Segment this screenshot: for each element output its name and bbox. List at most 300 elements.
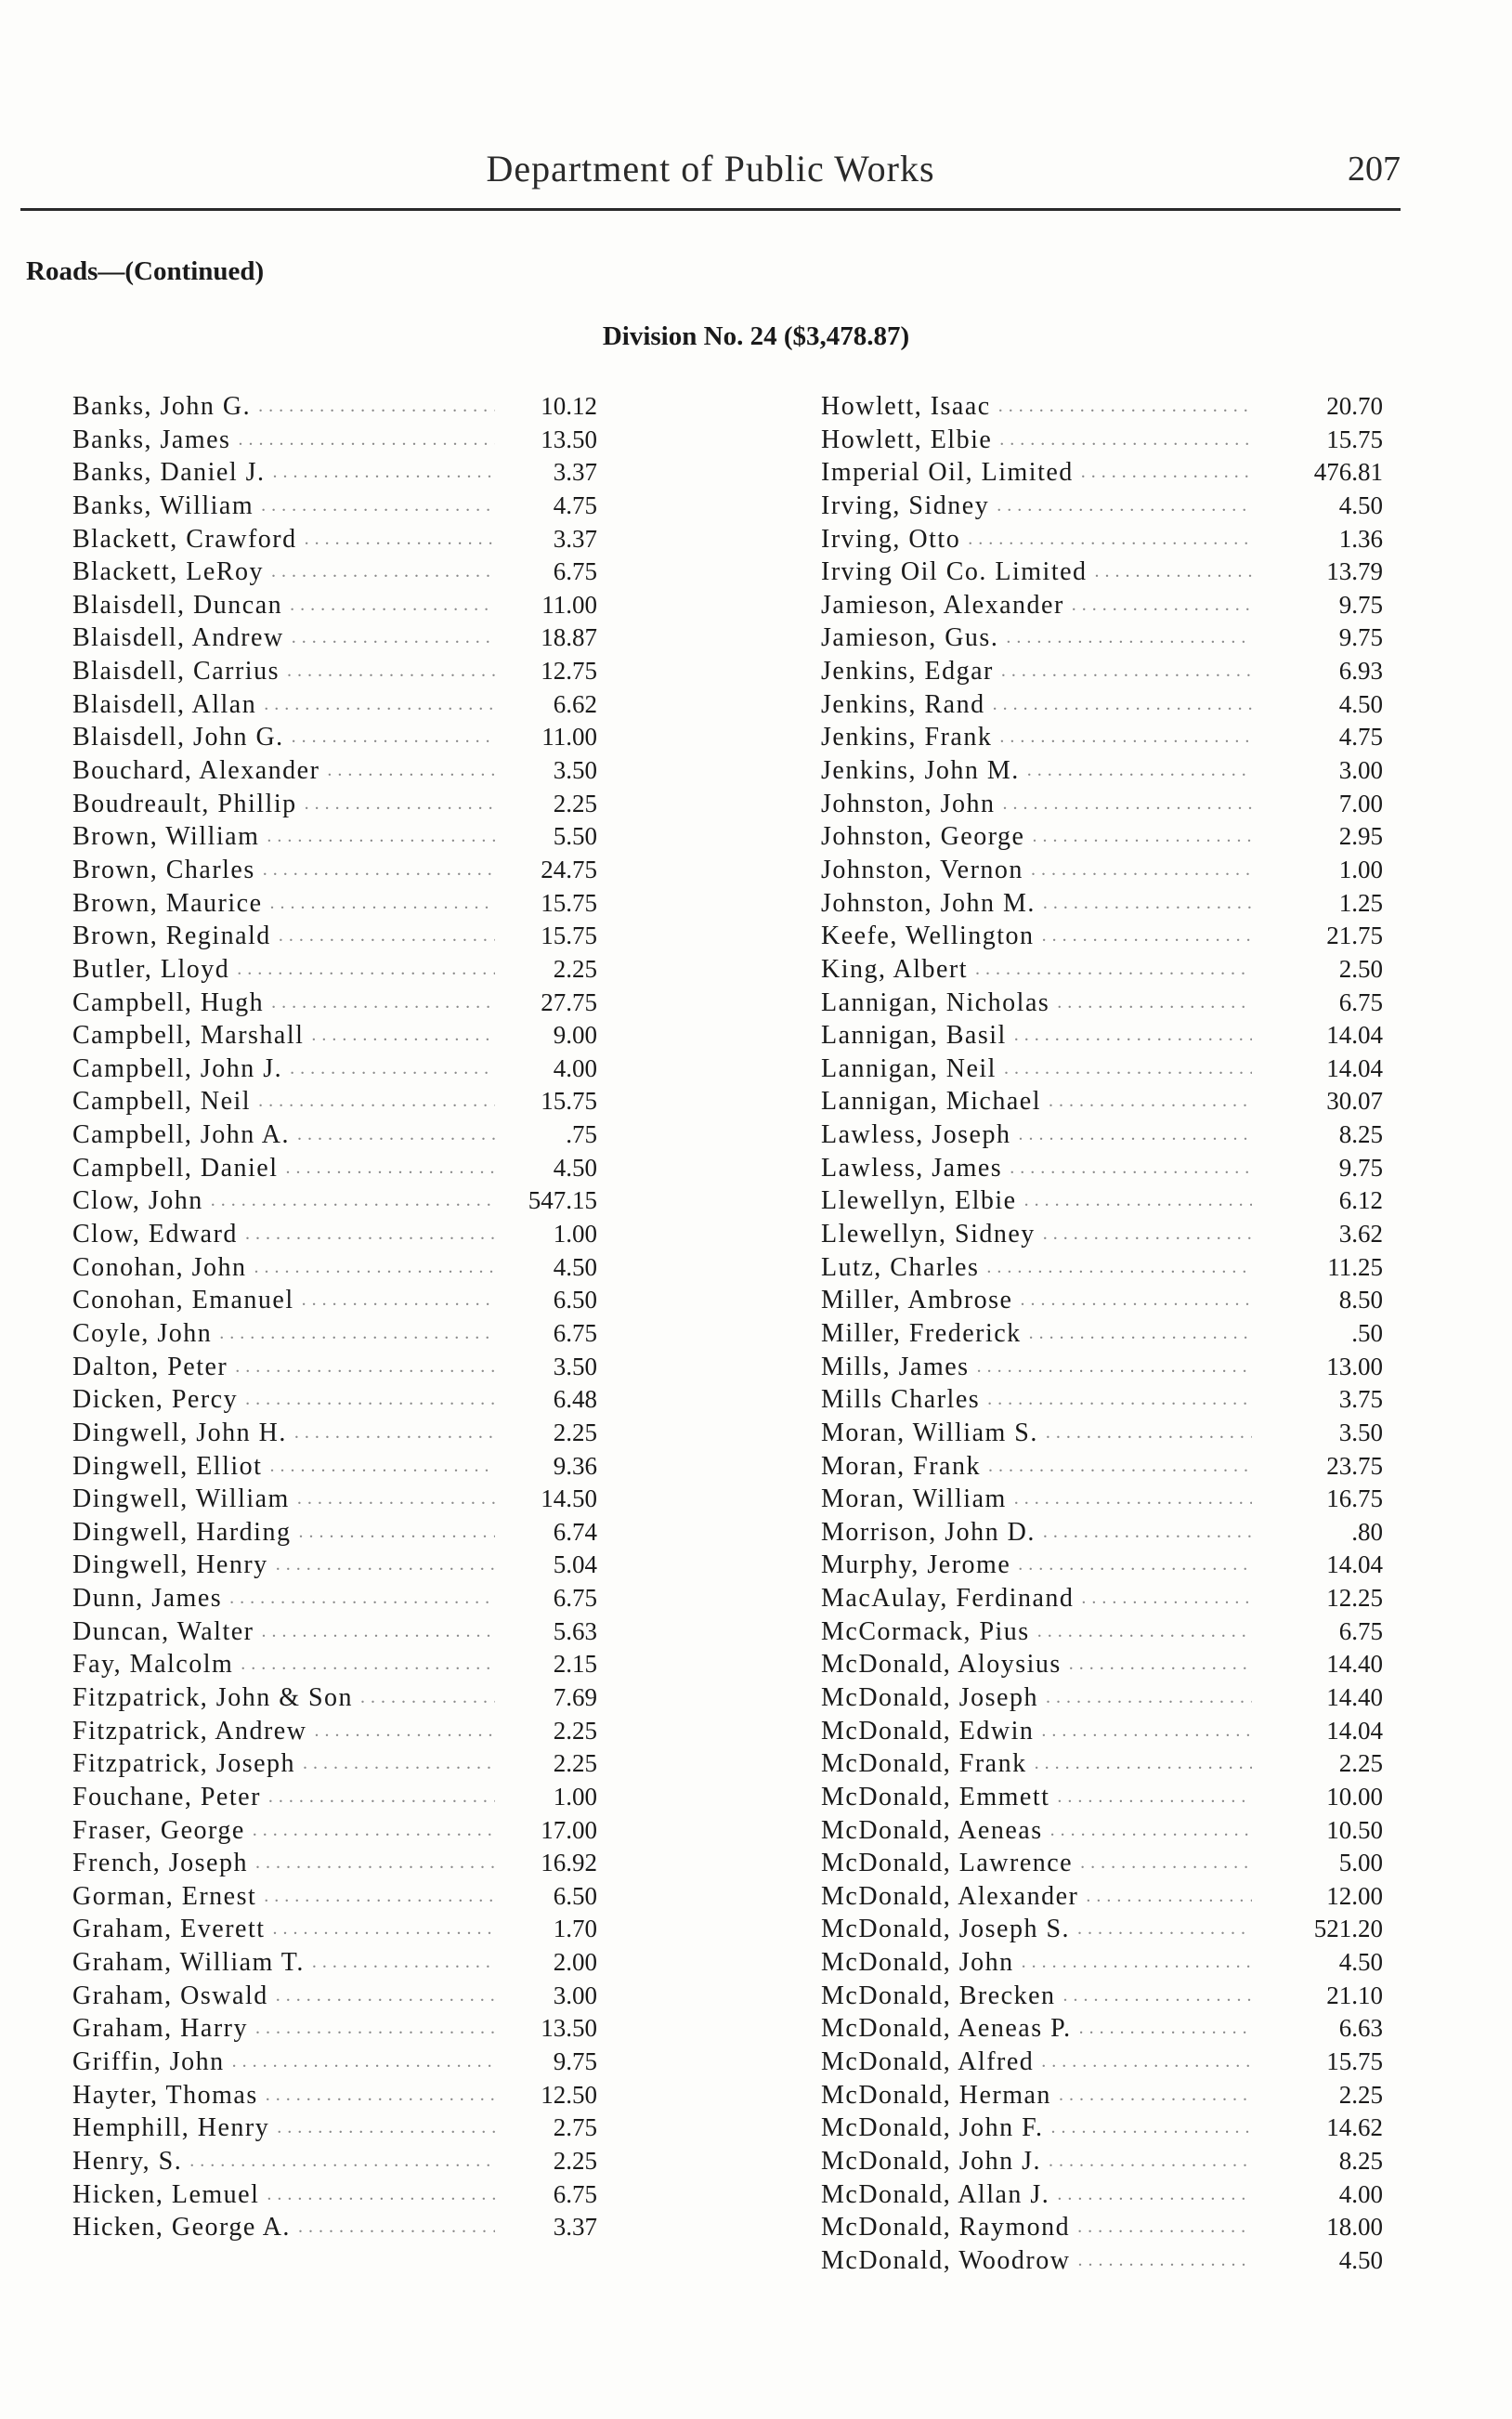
list-item — [72, 1880, 648, 1914]
list-item — [821, 1913, 1389, 1946]
entry-amount: 3.37 — [553, 458, 597, 487]
entry-name: Lannigan, Neil — [821, 1053, 997, 1083]
list-item — [72, 1152, 648, 1185]
entry-amount: 13.00 — [1326, 1352, 1383, 1380]
leader-dots — [1020, 1284, 1252, 1317]
entry-name-wrap — [72, 1648, 495, 1681]
entry-name: Mills, James — [821, 1352, 970, 1381]
entry-amount: 1.36 — [1338, 524, 1383, 553]
entry-name: Blaisdell, Duncan — [72, 590, 283, 620]
entry-amount: 9.00 — [553, 1021, 597, 1050]
list-item — [821, 2145, 1389, 2178]
entry-name-wrap — [72, 2211, 495, 2244]
leader-dots — [266, 2079, 495, 2112]
entry-amount: 1.70 — [553, 1915, 597, 1943]
entry-amount: 6.75 — [553, 557, 597, 586]
list-item — [821, 987, 1389, 1020]
list-item — [821, 1582, 1389, 1615]
leader-dots — [314, 1715, 495, 1748]
entry-name: Howlett, Isaac — [821, 392, 991, 421]
entry-amount: 12.25 — [1326, 1584, 1383, 1613]
leader-dots — [1046, 1417, 1252, 1450]
leader-dots — [1043, 1516, 1252, 1549]
entry-name-wrap — [72, 1383, 495, 1417]
leader-dots — [999, 424, 1252, 457]
leader-dots — [1080, 1847, 1252, 1880]
leader-dots — [1014, 1483, 1252, 1516]
entry-amount: 4.50 — [1338, 490, 1383, 519]
list-item — [821, 2244, 1389, 2278]
entry-name-wrap — [72, 987, 495, 1020]
entry-amount: 4.00 — [1338, 2179, 1383, 2208]
entry-name-wrap — [72, 887, 495, 921]
entry-name: Jenkins, Frank — [821, 723, 993, 752]
list-item — [821, 1880, 1389, 1914]
entry-amount: 14.04 — [1326, 1021, 1383, 1050]
leader-dots — [1041, 2046, 1252, 2079]
entry-amount: .50 — [1351, 1318, 1383, 1347]
leader-dots — [267, 2178, 495, 2212]
list-item — [821, 621, 1389, 655]
entry-amount: 30.07 — [1326, 1087, 1383, 1116]
entry-amount: 2.25 — [553, 1749, 597, 1778]
entry-name-wrap — [72, 1019, 495, 1053]
list-item — [72, 2211, 648, 2244]
entry-amount: 1.25 — [1338, 888, 1383, 917]
list-item — [72, 1284, 648, 1317]
entry-name: Duncan, Walter — [72, 1616, 254, 1646]
entry-name-wrap — [821, 788, 1258, 821]
leader-dots — [1059, 2079, 1252, 2112]
entry-name: Johnston, John M. — [821, 888, 1036, 918]
entry-name-wrap — [72, 953, 495, 987]
list-item — [821, 688, 1389, 722]
list-item — [821, 1747, 1389, 1781]
entry-name-wrap — [821, 1383, 1258, 1417]
leader-dots — [290, 1053, 495, 1086]
entry-name: McDonald, Joseph S. — [821, 1915, 1071, 1944]
list-item — [821, 1152, 1389, 1185]
entry-amount: 6.75 — [1338, 1616, 1383, 1645]
leader-dots — [987, 1383, 1252, 1417]
entry-name: Blackett, LeRoy — [72, 557, 265, 587]
leader-dots — [327, 754, 495, 788]
list-item — [821, 490, 1389, 523]
entry-amount: 18.00 — [1326, 2213, 1383, 2242]
entry-name-wrap — [821, 1450, 1258, 1484]
list-item — [821, 1184, 1389, 1218]
entry-name-wrap — [821, 688, 1258, 722]
entry-amount: .75 — [566, 1120, 597, 1149]
entry-amount: 3.50 — [553, 756, 597, 785]
list-item — [72, 754, 648, 788]
list-item — [72, 424, 648, 457]
entry-name: Lannigan, Michael — [821, 1087, 1041, 1117]
entry-name-wrap — [72, 655, 495, 688]
entry-name-wrap — [821, 1980, 1258, 2013]
leader-dots — [294, 1417, 495, 1450]
list-item — [72, 1516, 648, 1549]
entry-name: Fay, Malcolm — [72, 1650, 234, 1680]
leader-dots — [298, 1516, 495, 1549]
entry-name-wrap — [821, 621, 1258, 655]
list-item — [821, 523, 1389, 556]
entry-name: Dunn, James — [72, 1584, 223, 1614]
entry-amount: 15.75 — [541, 922, 597, 950]
leader-dots — [262, 1615, 496, 1649]
entry-name-wrap — [72, 1715, 495, 1748]
list-item — [72, 1814, 648, 1848]
entry-amount: 2.00 — [553, 1948, 597, 1977]
entry-name: Lawless, Joseph — [821, 1120, 1011, 1150]
entry-name: McDonald, Aloysius — [821, 1650, 1062, 1680]
entry-name: Graham, William T. — [72, 1948, 305, 1978]
entry-name: Blaisdell, Andrew — [72, 623, 284, 653]
list-item — [72, 2046, 648, 2079]
entry-amount: 3.75 — [1338, 1385, 1383, 1414]
list-item — [72, 953, 648, 987]
entry-name: Clow, John — [72, 1186, 203, 1216]
entry-amount: 1.00 — [1338, 855, 1383, 883]
entry-name-wrap — [821, 523, 1258, 556]
entry-amount: 5.00 — [1338, 1849, 1383, 1877]
entry-name: Dingwell, Harding — [72, 1517, 292, 1547]
leader-dots — [268, 1781, 495, 1814]
entry-name-wrap — [821, 2079, 1258, 2112]
leader-dots — [276, 1980, 495, 2013]
entry-name: Johnston, Vernon — [821, 855, 1023, 884]
entry-name: Llewellyn, Elbie — [821, 1186, 1017, 1216]
leader-dots — [235, 1351, 495, 1384]
entry-name: Jenkins, John M. — [821, 756, 1020, 786]
list-item — [821, 390, 1389, 424]
entry-name: Miller, Frederick — [821, 1318, 1022, 1348]
entry-name-wrap — [821, 1582, 1258, 1615]
entry-amount: 10.00 — [1326, 1782, 1383, 1811]
entry-amount: 6.93 — [1338, 657, 1383, 686]
leader-dots — [999, 721, 1252, 754]
list-item — [821, 1946, 1389, 1980]
entry-amount: 7.00 — [1338, 789, 1383, 817]
page-header — [20, 137, 1401, 211]
list-item — [72, 1019, 648, 1053]
list-item — [821, 1715, 1389, 1748]
list-item — [72, 1913, 648, 1946]
entry-name-wrap — [72, 754, 495, 788]
leader-dots — [219, 1317, 495, 1351]
leader-dots — [305, 523, 495, 556]
entry-amount: 4.50 — [553, 1153, 597, 1182]
entry-name: Irving Oil Co. Limited — [821, 557, 1088, 587]
entry-name-wrap — [821, 754, 1258, 788]
entry-name-wrap — [821, 2145, 1258, 2178]
entry-name-wrap — [72, 1417, 495, 1450]
leader-dots — [273, 456, 495, 490]
list-item — [72, 1946, 648, 1980]
entry-name-wrap — [821, 1184, 1258, 1218]
list-item — [821, 1218, 1389, 1251]
leader-dots — [298, 2211, 495, 2244]
leader-dots — [261, 490, 495, 523]
list-item — [72, 2012, 648, 2046]
list-item — [72, 2079, 648, 2112]
list-item — [821, 1549, 1389, 1582]
leader-dots — [1032, 820, 1252, 854]
leader-dots — [270, 887, 495, 921]
entry-name: McDonald, Alexander — [821, 1881, 1079, 1911]
list-item — [821, 424, 1389, 457]
leader-dots — [305, 788, 495, 821]
entry-name: Conohan, Emanuel — [72, 1286, 294, 1315]
entry-name-wrap — [72, 820, 495, 854]
leader-dots — [1050, 1814, 1252, 1848]
list-item — [72, 2145, 648, 2178]
entry-amount: 15.75 — [541, 1087, 597, 1116]
entry-name-wrap — [821, 1483, 1258, 1516]
entry-name-wrap — [72, 589, 495, 622]
entry-name-wrap — [72, 1946, 495, 1980]
entry-amount: 3.00 — [1338, 756, 1383, 785]
list-item — [821, 1383, 1389, 1417]
leader-dots — [1077, 2211, 1252, 2244]
entry-name: Graham, Everett — [72, 1915, 266, 1944]
list-item — [72, 920, 648, 953]
entry-amount: 14.40 — [1326, 1682, 1383, 1711]
entry-amount: 13.79 — [1326, 557, 1383, 586]
list-item — [821, 920, 1389, 953]
list-item — [821, 1317, 1389, 1351]
entry-amount: 11.00 — [541, 590, 597, 619]
entry-name: Miller, Ambrose — [821, 1286, 1013, 1315]
leader-dots — [245, 1218, 495, 1251]
list-item — [821, 1284, 1389, 1317]
entry-amount: 14.62 — [1326, 2113, 1383, 2142]
entry-amount: 20.70 — [1326, 392, 1383, 420]
leader-dots — [271, 556, 495, 589]
entry-amount: 4.75 — [553, 490, 597, 519]
entry-name-wrap — [821, 1351, 1258, 1384]
entry-name-wrap — [72, 788, 495, 821]
leader-dots — [1029, 1317, 1252, 1351]
leader-dots — [1049, 2145, 1252, 2178]
leader-dots — [241, 1648, 495, 1681]
entry-amount: 547.15 — [528, 1186, 597, 1215]
entry-name-wrap — [72, 2046, 495, 2079]
entry-name-wrap — [72, 1317, 495, 1351]
entry-name: Irving, Sidney — [821, 490, 990, 520]
leader-dots — [977, 1351, 1252, 1384]
entry-name-wrap — [821, 556, 1258, 589]
entry-amount: 2.25 — [553, 1418, 597, 1446]
entry-name: Hicken, George A. — [72, 2213, 291, 2242]
list-item — [821, 1417, 1389, 1450]
entry-amount: 2.25 — [1338, 2080, 1383, 2109]
entry-name: Morrison, John D. — [821, 1517, 1036, 1547]
entry-name-wrap — [821, 2211, 1258, 2244]
entry-amount: 4.50 — [1338, 1948, 1383, 1977]
entry-name-wrap — [72, 390, 495, 424]
entry-name: Henry, S. — [72, 2146, 183, 2176]
entry-name-wrap — [821, 1417, 1258, 1450]
leader-dots — [988, 1450, 1252, 1484]
list-item — [72, 589, 648, 622]
entry-name-wrap — [72, 1284, 495, 1317]
leader-dots — [1024, 1184, 1252, 1218]
entry-name-wrap — [821, 1085, 1258, 1118]
list-item — [821, 1450, 1389, 1484]
entry-name-wrap — [821, 2244, 1258, 2278]
entry-amount: 2.75 — [553, 2113, 597, 2142]
entry-name-wrap — [821, 2046, 1258, 2079]
entry-name: Campbell, John A. — [72, 1120, 290, 1150]
entry-name: Jenkins, Edgar — [821, 657, 994, 686]
entry-name: Banks, William — [72, 490, 254, 520]
entry-amount: 6.63 — [1338, 2014, 1383, 2043]
leader-dots — [998, 390, 1252, 424]
leader-dots — [264, 1880, 495, 1914]
entry-name-wrap — [821, 1218, 1258, 1251]
leader-dots — [267, 820, 495, 854]
leader-dots — [269, 1450, 495, 1484]
entry-amount: 6.50 — [553, 1286, 597, 1314]
list-item — [72, 2178, 648, 2212]
entry-name: King, Albert — [821, 954, 968, 984]
entry-name: Johnston, George — [821, 822, 1025, 852]
leader-dots — [1035, 1747, 1252, 1781]
entry-name-wrap — [72, 1913, 495, 1946]
list-item — [72, 390, 648, 424]
list-item — [72, 2112, 648, 2145]
entry-amount: 2.25 — [1338, 1749, 1383, 1778]
leader-dots — [287, 655, 495, 688]
entry-name-wrap — [72, 490, 495, 523]
entry-name-wrap — [821, 1880, 1258, 1914]
entry-name: Irving, Otto — [821, 524, 961, 554]
leader-dots — [993, 688, 1252, 722]
entry-amount: 9.75 — [1338, 590, 1383, 619]
entry-name-wrap — [72, 1085, 495, 1118]
entry-name-wrap — [821, 987, 1258, 1020]
entry-name-wrap — [72, 1747, 495, 1781]
entry-amount: 23.75 — [1326, 1451, 1383, 1480]
leader-dots — [1081, 1582, 1252, 1615]
leader-dots — [1049, 1085, 1252, 1118]
leader-dots — [1042, 920, 1252, 953]
leader-dots — [290, 589, 495, 622]
entry-name-wrap — [821, 456, 1258, 490]
leader-dots — [1043, 887, 1252, 921]
entry-amount: 6.75 — [1338, 987, 1383, 1016]
entry-name: Blaisdell, Carrius — [72, 657, 280, 686]
leader-dots — [232, 2046, 495, 2079]
leader-dots — [1043, 1218, 1252, 1251]
leader-dots — [255, 2012, 495, 2046]
entry-name-wrap — [72, 2178, 495, 2212]
entry-amount: 14.50 — [541, 1484, 597, 1513]
list-item — [72, 887, 648, 921]
leader-dots — [245, 1383, 495, 1417]
list-item — [821, 1118, 1389, 1152]
entry-name: Blackett, Crawford — [72, 524, 297, 554]
entry-name-wrap — [821, 1516, 1258, 1549]
entry-name: Blaisdell, John G. — [72, 723, 284, 752]
entry-name-wrap — [821, 1152, 1258, 1185]
list-item — [72, 1053, 648, 1086]
list-item — [72, 1747, 648, 1781]
entry-name: Jamieson, Gus. — [821, 623, 999, 653]
entry-name-wrap — [821, 1549, 1258, 1582]
entry-amount: 6.75 — [553, 1584, 597, 1613]
leader-dots — [271, 987, 495, 1020]
entry-amount: 14.04 — [1326, 1550, 1383, 1579]
entry-amount: 11.00 — [541, 723, 597, 752]
leader-dots — [1031, 854, 1252, 887]
entry-name: McDonald, John J. — [821, 2146, 1042, 2176]
entry-name: Brown, William — [72, 822, 260, 852]
list-item — [72, 490, 648, 523]
leader-dots — [1046, 1681, 1252, 1715]
list-item — [821, 655, 1389, 688]
entry-amount: 2.25 — [553, 1716, 597, 1745]
entry-name-wrap — [72, 2079, 495, 2112]
leader-dots — [255, 1847, 495, 1880]
entry-amount: 12.75 — [541, 657, 597, 686]
entry-amount: 14.04 — [1326, 1716, 1383, 1745]
entry-name-wrap — [821, 2112, 1258, 2145]
entry-amount: 5.50 — [553, 822, 597, 851]
entry-name: Graham, Harry — [72, 2014, 248, 2044]
entry-amount: 15.75 — [1326, 2047, 1383, 2076]
leader-dots — [986, 1251, 1252, 1285]
entry-name: Bouchard, Alexander — [72, 756, 320, 786]
entry-name-wrap — [72, 523, 495, 556]
leader-dots — [311, 1019, 495, 1053]
entry-name-wrap — [72, 1880, 495, 1914]
entry-name: Campbell, Hugh — [72, 987, 265, 1017]
leader-dots — [254, 1251, 496, 1285]
entry-amount: 12.50 — [541, 2080, 597, 2109]
leader-dots — [1095, 556, 1252, 589]
entry-amount: 8.50 — [1338, 1286, 1383, 1314]
entry-name-wrap — [821, 1747, 1258, 1781]
entry-name: Murphy, Jerome — [821, 1550, 1011, 1580]
list-item — [821, 1814, 1389, 1848]
list-item — [72, 1218, 648, 1251]
entry-name: Imperial Oil, Limited — [821, 458, 1074, 488]
entry-name: Gorman, Ernest — [72, 1881, 257, 1911]
leader-dots — [1057, 2178, 1252, 2212]
list-item — [72, 1549, 648, 1582]
entry-name-wrap — [72, 1681, 495, 1715]
entry-amount: 6.50 — [553, 1881, 597, 1910]
entry-amount: 2.15 — [553, 1650, 597, 1679]
list-item — [821, 1648, 1389, 1681]
entry-amount: 15.75 — [1326, 425, 1383, 453]
list-item — [821, 1516, 1389, 1549]
division-title: Division No. 24 ($3,478.87) — [602, 321, 910, 351]
entry-amount: 21.75 — [1326, 922, 1383, 950]
entry-name: Banks, John G. — [72, 392, 252, 421]
entry-name: McDonald, Frank — [821, 1749, 1027, 1779]
entry-amount: 7.69 — [553, 1682, 597, 1711]
entry-amount: 21.10 — [1326, 1981, 1383, 2009]
entry-name: Campbell, Marshall — [72, 1021, 305, 1051]
list-item — [72, 556, 648, 589]
list-item — [72, 1715, 648, 1748]
entry-amount: 8.25 — [1338, 2146, 1383, 2175]
list-item — [72, 820, 648, 854]
entry-name-wrap — [821, 1284, 1258, 1317]
